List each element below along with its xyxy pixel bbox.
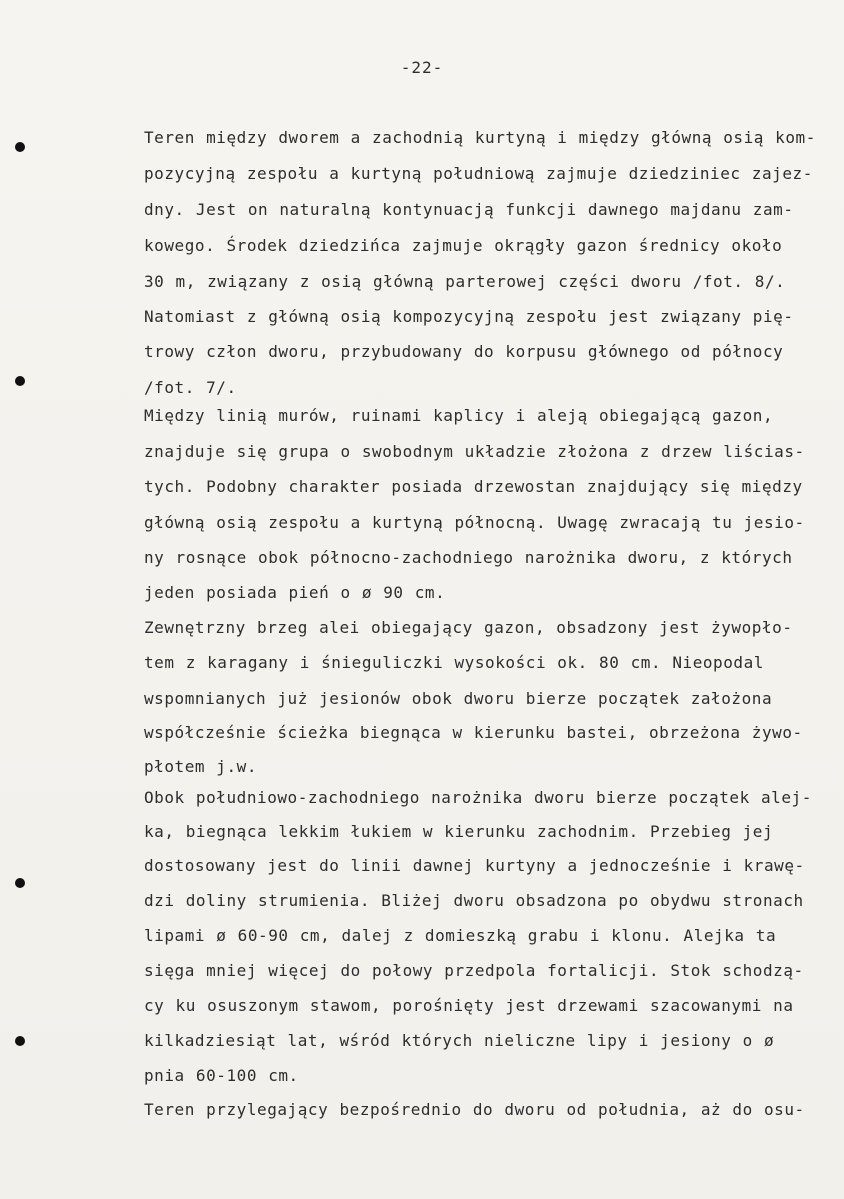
text-line: /fot. 7/. (144, 378, 237, 397)
text-line: Między linią murów, ruinami kaplicy i aleją obiegającą gazon, (144, 406, 774, 425)
text-line: sięga mniej więcej do połowy przedpola fortalicji. Stok schodzą- (144, 961, 804, 980)
text-line: jeden posiada pień o ø 90 cm. (144, 583, 446, 602)
text-line: lipami ø 60-90 cm, dalej z domieszką grabu i klonu. Alejka ta (144, 926, 777, 945)
text-line: kilkadziesiąt lat, wśród których nieliczne lipy i jesiony o ø (144, 1031, 775, 1050)
punch-hole (15, 1036, 25, 1046)
text-line: pozycyjną zespołu a kurtyną południową zajmuje dziedziniec zajez- (144, 164, 813, 183)
text-line: Zewnętrzny brzeg alei obiegający gazon, obsadzony jest żywopło- (144, 618, 793, 637)
text-line: główną osią zespołu a kurtyną północną. Uwagę zwracają tu jesio- (144, 513, 805, 532)
text-line: Natomiast z główną osią kompozycyjną zespołu jest związany pię- (144, 307, 794, 326)
text-line: trowy człon dworu, przybudowany do korpusu głównego od północy (144, 342, 784, 361)
text-line: kowego. Środek dziedzińca zajmuje okrągły gazon średnicy około (144, 236, 783, 255)
text-line: dostosowany jest do linii dawnej kurtyny a jednocześnie i krawę- (144, 856, 805, 875)
text-line: dzi doliny strumienia. Bliżej dworu obsadzona po obydwu stronach (144, 891, 804, 910)
text-line: ka, biegnąca lekkim łukiem w kierunku zachodnim. Przebieg jej (144, 822, 774, 841)
text-line: Teren przylegający bezpośrednio do dworu od południa, aż do osu- (144, 1100, 805, 1119)
page-number: -22- (400, 58, 444, 77)
text-line: tem z karagany i śnieguliczki wysokości ok. 80 cm. Nieopodal (144, 653, 764, 672)
text-line: pnia 60-100 cm. (144, 1066, 299, 1085)
text-line: znajduje się grupa o swobodnym układzie złożona z drzew liścias- (144, 442, 805, 461)
punch-hole (15, 878, 25, 888)
text-line: dny. Jest on naturalną kontynuacją funkcji dawnego majdanu zam- (144, 200, 794, 219)
text-line: współcześnie ścieżka biegnąca w kierunku bastei, obrzeżona żywo- (144, 723, 803, 742)
text-line: ny rosnące obok północno-zachodniego narożnika dworu, z których (144, 548, 793, 567)
punch-hole (15, 142, 25, 152)
text-line: tych. Podobny charakter posiada drzewostan znajdujący się między (144, 477, 803, 496)
text-line: wspomnianych już jesionów obok dworu bierze początek założona (144, 689, 773, 708)
text-line: 30 m, związany z osią główną parterowej części dworu /fot. 8/. (144, 272, 786, 291)
text-line: Teren między dworem a zachodnią kurtyną i między główną osią kom- (144, 128, 816, 147)
text-line: Obok południowo-zachodniego narożnika dworu bierze początek alej- (144, 788, 812, 807)
text-line: płotem j.w. (144, 757, 258, 776)
text-line: cy ku osuszonym stawom, porośnięty jest drzewami szacowanymi na (144, 996, 794, 1015)
punch-hole (15, 376, 25, 386)
